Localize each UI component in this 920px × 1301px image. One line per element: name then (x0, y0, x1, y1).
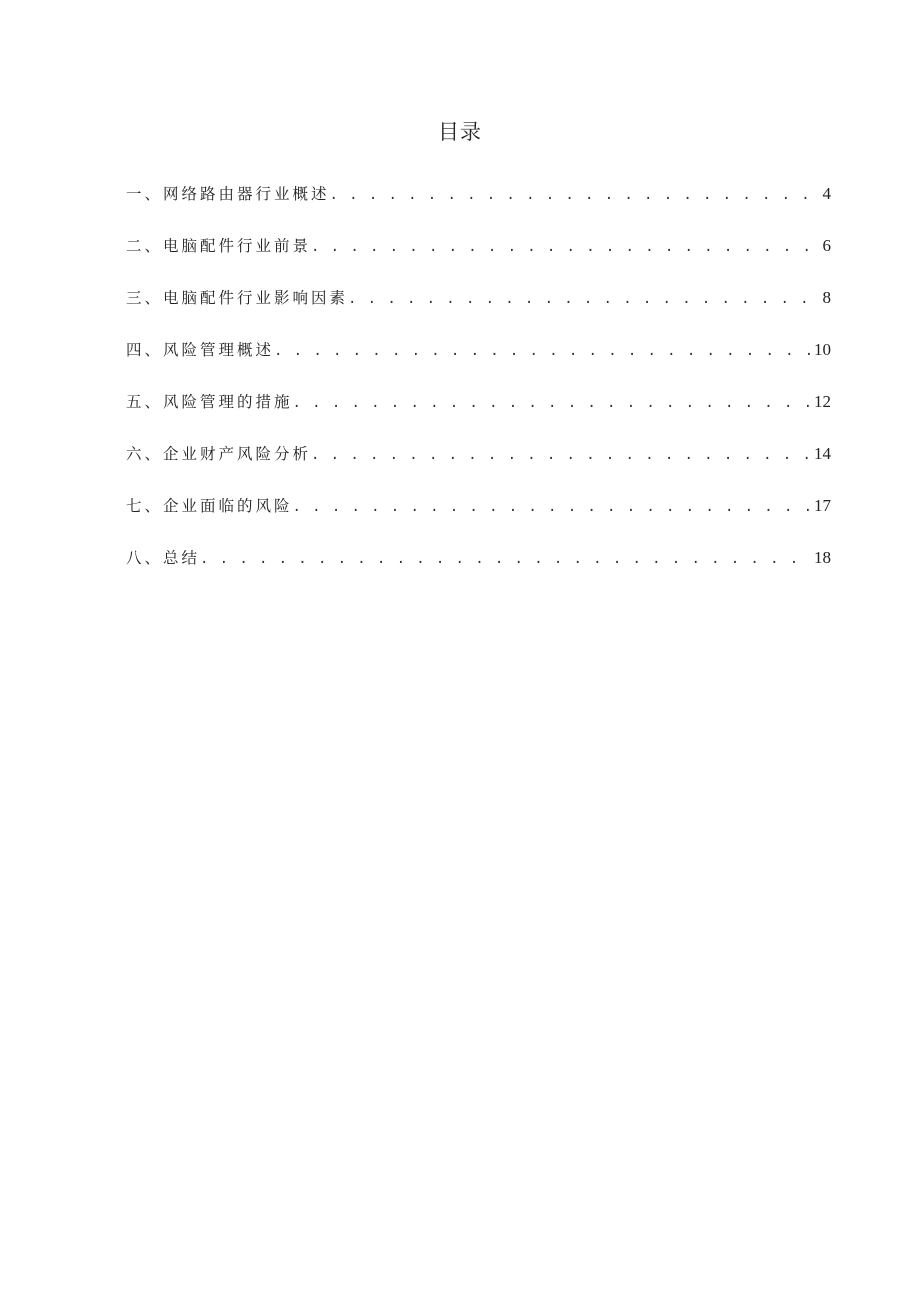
toc-entry[interactable] (126, 388, 831, 440)
toc-entry[interactable] (126, 232, 831, 284)
toc-entry[interactable] (126, 180, 831, 232)
toc-entry[interactable] (126, 544, 831, 596)
toc-page-number: 18 (814, 548, 831, 567)
toc-page-number: 8 (822, 288, 831, 307)
toc-dot-leader (200, 545, 812, 573)
toc-dot-leader (274, 337, 812, 365)
toc-entry-label: 八、总结 (126, 549, 201, 567)
toc-entry-label: 四、风险管理概述 (126, 341, 275, 359)
toc-page-number: 10 (814, 340, 831, 359)
toc-title: 目录 (438, 120, 482, 144)
toc-dot-leader (330, 181, 821, 209)
toc-page-number: 6 (822, 236, 831, 255)
toc-page-number: 4 (822, 184, 831, 203)
toc-entry-label: 六、企业财产风险分析 (126, 445, 312, 463)
toc-entry-label: 五、风险管理的措施 (126, 393, 293, 411)
toc-entry-label: 三、电脑配件行业影响因素 (126, 289, 349, 307)
toc-entry-label: 七、企业面临的风险 (126, 497, 293, 515)
toc-page-number: 14 (814, 444, 831, 463)
toc-entry[interactable] (126, 440, 831, 492)
toc-dot-leader (293, 493, 812, 521)
toc-dot-leader (311, 441, 812, 469)
toc-dot-leader (311, 233, 820, 261)
toc-page-number: 17 (814, 496, 831, 515)
toc-entry-label: 一、网络路由器行业概述 (126, 185, 330, 203)
toc-dot-leader (293, 389, 812, 417)
toc-entry[interactable] (126, 284, 831, 336)
table-of-contents (126, 180, 831, 596)
toc-entry[interactable] (126, 336, 831, 388)
toc-entry-label: 二、电脑配件行业前景 (126, 237, 312, 255)
toc-dot-leader (348, 285, 820, 313)
toc-page-number: 12 (814, 392, 831, 411)
toc-entry[interactable] (126, 492, 831, 544)
